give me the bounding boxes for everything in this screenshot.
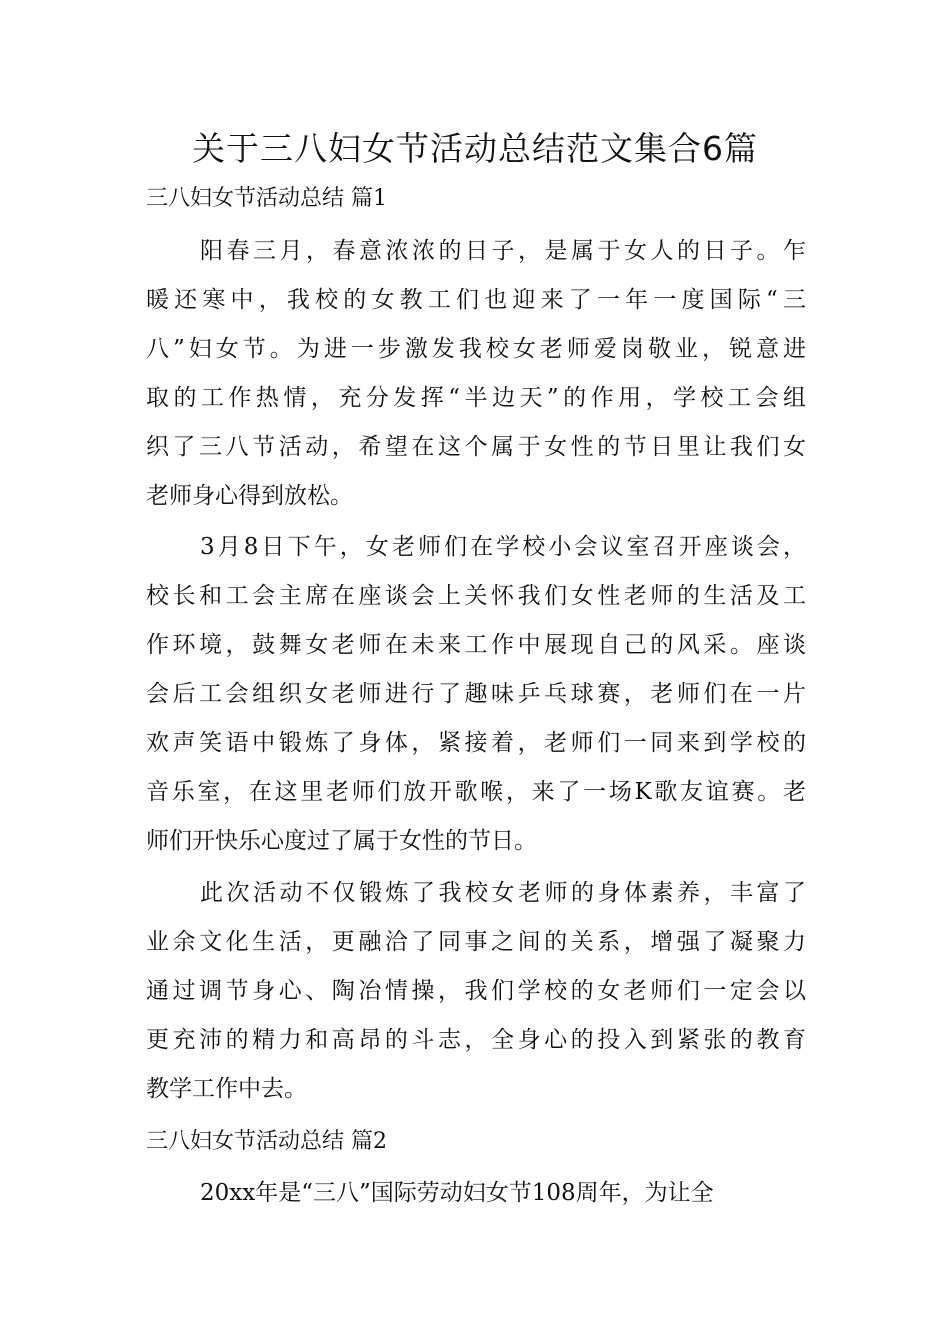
paragraph-line: 通过调节身心、陶冶情操，我们学校的女老师们一定会以 bbox=[146, 978, 806, 1004]
paragraph-line: 会后工会组织女老师进行了趣味乒乓球赛，老师们在一片 bbox=[146, 681, 806, 707]
paragraph-line: 业余文化生活，更融洽了同事之间的关系，增强了凝聚力 bbox=[146, 929, 806, 955]
document-title: 关于三八妇女节活动总结范文集合6篇 bbox=[192, 129, 758, 168]
paragraph-line: 暖还寒中，我校的女教工们也迎来了一年一度国际“三 bbox=[146, 287, 806, 313]
paragraph-line: 老师身心得到放松。 bbox=[146, 483, 353, 509]
paragraph-line: 教学工作中去。 bbox=[146, 1076, 307, 1102]
paragraph-line: 阳春三月，春意浓浓的日子，是属于女人的日子。乍 bbox=[200, 238, 806, 264]
paragraph-line: 更充沛的精力和高昂的斗志，全身心的投入到紧张的教育 bbox=[146, 1027, 806, 1053]
paragraph-line: 欢声笑语中锻炼了身体，紧接着，老师们一同来到学校的 bbox=[146, 730, 806, 756]
paragraph-line: 20xx年是“三八”国际劳动妇女节108周年，为让全 bbox=[200, 1180, 714, 1206]
paragraph-line: 织了三八节活动，希望在这个属于女性的节日里让我们女 bbox=[146, 434, 806, 460]
section-heading-2: 三八妇女节活动总结 篇2 bbox=[146, 1129, 387, 1154]
paragraph-line: 作环境，鼓舞女老师在未来工作中展现自己的风采。座谈 bbox=[146, 632, 806, 658]
paragraph-line: 校长和工会主席在座谈会上关怀我们女性老师的生活及工 bbox=[146, 583, 806, 609]
paragraph-line: 师们开快乐心度过了属于女性的节日。 bbox=[146, 828, 537, 854]
section-heading-1: 三八妇女节活动总结 篇1 bbox=[146, 186, 387, 211]
paragraph-line: 音乐室，在这里老师们放开歌喉，来了一场K歌友谊赛。老 bbox=[146, 779, 806, 805]
paragraph-line: 取的工作热情，充分发挥“半边天”的作用，学校工会组 bbox=[146, 385, 806, 411]
paragraph-line: 八”妇女节。为进一步激发我校女老师爱岗敬业，锐意进 bbox=[146, 336, 806, 362]
paragraph-line: 3月8日下午，女老师们在学校小会议室召开座谈会， bbox=[200, 534, 806, 560]
paragraph-line: 此次活动不仅锻炼了我校女老师的身体素养，丰富了 bbox=[200, 880, 806, 906]
